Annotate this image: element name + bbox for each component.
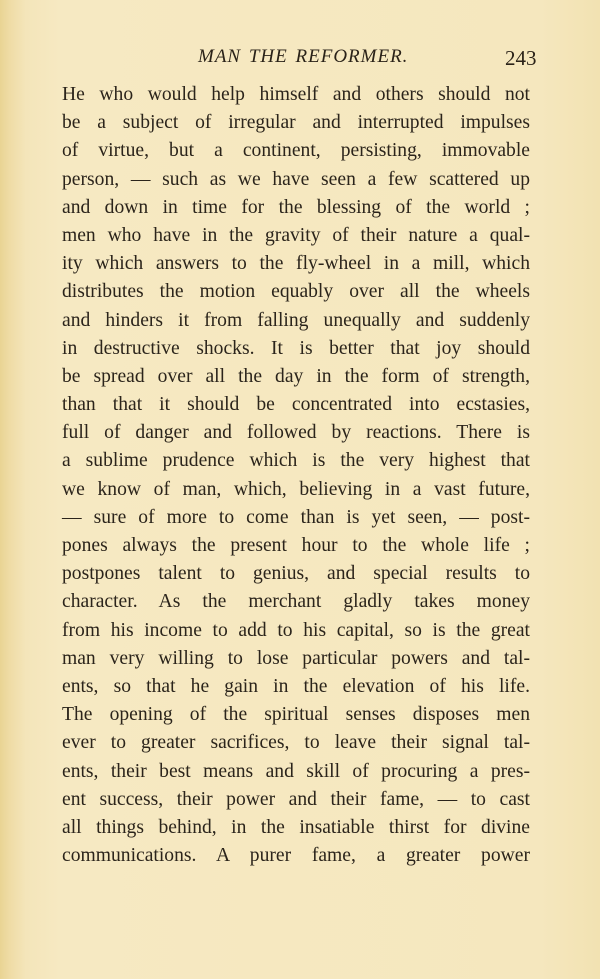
text-line: ents, their best means and skill of procuring a pres-: [62, 760, 530, 782]
text-line: we know of man, which, believing in a vast future,: [62, 478, 530, 500]
text-line: The opening of the spiritual senses disposes men: [62, 704, 530, 726]
text-line: men who have in the gravity of their nature a qual-: [62, 224, 530, 246]
text-line: ever to greater sacrifices, to leave their signal tal-: [62, 732, 530, 754]
running-head: MAN THE REFORMER.: [198, 46, 409, 67]
text-line: ity which answers to the fly-wheel in a mill, which: [62, 253, 530, 275]
text-line: He who would help himself and others should not: [62, 84, 530, 105]
text-line: be spread over all the day in the form of strength,: [62, 365, 530, 387]
text-line: and down in time for the blessing of the world ;: [62, 196, 530, 218]
text-line: all things behind, in the insatiable thirst for divine: [62, 816, 530, 838]
text-line: ent success, their power and their fame, — to cast: [62, 788, 530, 810]
text-line: character. As the merchant gladly takes money: [62, 591, 530, 613]
text-line: — sure of more to come than is yet seen, — post-: [62, 506, 530, 528]
text-line: man very willing to lose particular powers and tal-: [62, 647, 530, 669]
body-text: [62, 81, 530, 870]
page-header: [0, 46, 600, 74]
text-line: ents, so that he gain in the elevation of his life.: [62, 675, 530, 697]
text-line: pones always the present hour to the whole life ;: [62, 535, 530, 556]
text-line: communications. A purer fame, a greater power: [62, 845, 530, 867]
text-line: person, — such as we have seen a few scattered up: [62, 168, 530, 190]
text-line: full of danger and followed by reactions. There is: [62, 422, 530, 444]
text-line: distributes the motion equably over all the wheels: [62, 281, 530, 303]
text-line: a sublime prudence which is the very highest that: [62, 450, 530, 472]
text-line: than that it should be concentrated into ecstasies,: [62, 394, 530, 416]
text-line: in destructive shocks. It is better that joy should: [62, 337, 530, 359]
text-line: and hinders it from falling unequally and suddenly: [62, 309, 530, 331]
text-line: be a subject of irregular and interrupted impulses: [62, 112, 530, 134]
text-line: of virtue, but a continent, persisting, immovable: [62, 140, 530, 162]
text-line: postpones talent to genius, and special results to: [62, 563, 530, 585]
page-number: 243: [505, 46, 537, 70]
text-line: from his income to add to his capital, so is the great: [62, 619, 530, 641]
